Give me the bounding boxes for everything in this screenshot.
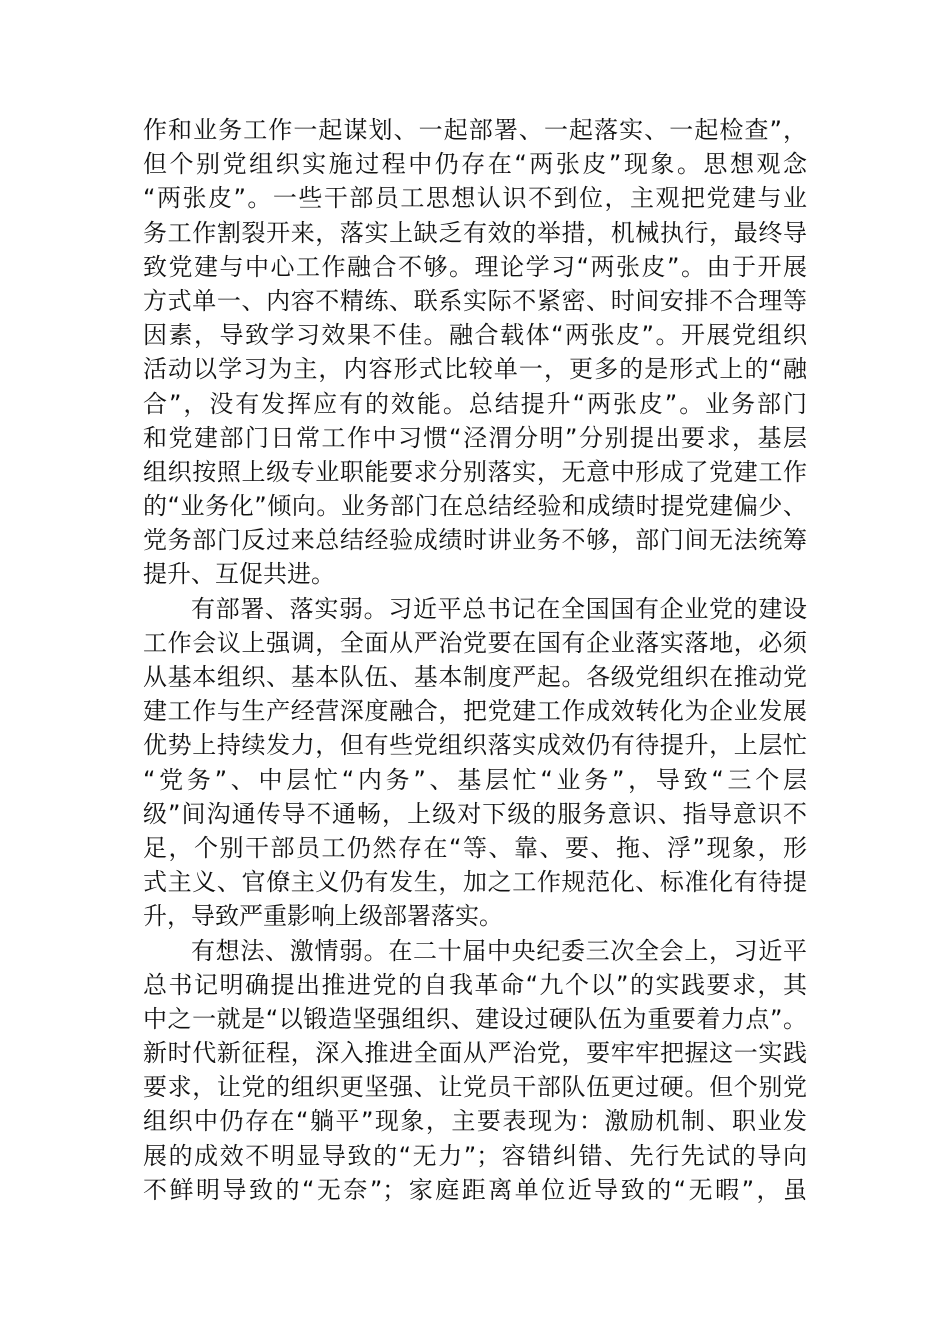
text-line: 因素，导致学习效果不佳。融合载体“两张皮”。开展党组织 (143, 321, 807, 350)
text-line: 新时代新征程，深入推进全面从严治党，要牢牢把握这一实践 (143, 1039, 807, 1068)
text-line: 方式单一、内容不精练、联系实际不紧密、时间安排不合理等 (143, 286, 807, 315)
text-line: 提升、互促共进。 (143, 560, 335, 589)
text-line: 总书记明确提出推进党的自我革命“九个以”的实践要求，其 (143, 970, 807, 999)
paragraph-start-line: 有部署、落实弱。习近平总书记在全国国有企业党的建设 (191, 594, 807, 623)
text-line: 从基本组织、基本队伍、基本制度严起。各级党组织在推动党 (143, 663, 807, 691)
paragraph-start-line: 有想法、激情弱。在二十届中央纪委三次全会上，习近平 (191, 936, 807, 965)
text-line: 活动以学习为主，内容形式比较单一，更多的是形式上的“融 (143, 355, 807, 384)
text-line: 组织中仍存在“躺平”现象，主要表现为：激励机制、职业发 (143, 1107, 807, 1136)
text-line: 中之一就是“以锻造坚强组织、建设过硬队伍为重要着力点”。 (143, 1004, 807, 1033)
text-line: 展的成效不明显导致的“无力”；容错纠错、先行先试的导向 (143, 1141, 807, 1170)
text-line: 式主义、官僚主义仍有发生，加之工作规范化、标准化有待提 (143, 868, 807, 897)
text-line: 优势上持续发力，但有些党组织落实成效仍有待提升，上层忙 (143, 731, 807, 760)
text-line: 工作会议上强调，全面从严治党要在国有企业落实落地，必须 (143, 628, 807, 657)
text-line: “党务”、中层忙“内务”、基层忙“业务”，导致“三个层 (143, 765, 807, 794)
text-line: 党务部门反过来总结经验成绩时讲业务不够，部门间无法统筹 (143, 526, 807, 555)
text-line: 作和业务工作一起谋划、一起部署、一起落实、一起检查”， (143, 116, 807, 144)
text-line: 的“业务化”倾向。业务部门在总结经验和成绩时提党建偏少、 (143, 492, 807, 521)
text-line: 组织按照上级专业职能要求分别落实，无意中形成了党建工作 (143, 457, 807, 486)
text-line: 建工作与生产经营深度融合，把党建工作成效转化为企业发展 (143, 697, 807, 726)
text-line: 足，个别干部员工仍然存在“等、靠、要、拖、浮”现象，形 (143, 833, 807, 862)
text-line: 升，导致严重影响上级部署落实。 (143, 902, 503, 931)
text-line: 务工作割裂开来，落实上缺乏有效的举措，机械执行，最终导 (143, 218, 807, 247)
text-line: 级”间沟通传导不通畅，上级对下级的服务意识、指导意识不 (143, 799, 807, 828)
text-line: 不鲜明导致的“无奈”；家庭距离单位近导致的“无暇”，虽 (143, 1175, 807, 1204)
body-text (143, 113, 807, 1207)
text-line: 但个别党组织实施过程中仍存在“两张皮”现象。思想观念 (143, 150, 807, 179)
text-line: 要求，让党的组织更坚强、让党员干部队伍更过硬。但个别党 (143, 1073, 807, 1102)
text-line: 致党建与中心工作融合不够。理论学习“两张皮”。由于开展 (143, 252, 807, 281)
text-line: 合”，没有发挥应有的效能。总结提升“两张皮”。业务部门 (143, 389, 807, 418)
text-line: “两张皮”。一些干部员工思想认识不到位，主观把党建与业 (143, 184, 807, 213)
text-line: 和党建部门日常工作中习惯“泾渭分明”分别提出要求，基层 (143, 423, 807, 452)
